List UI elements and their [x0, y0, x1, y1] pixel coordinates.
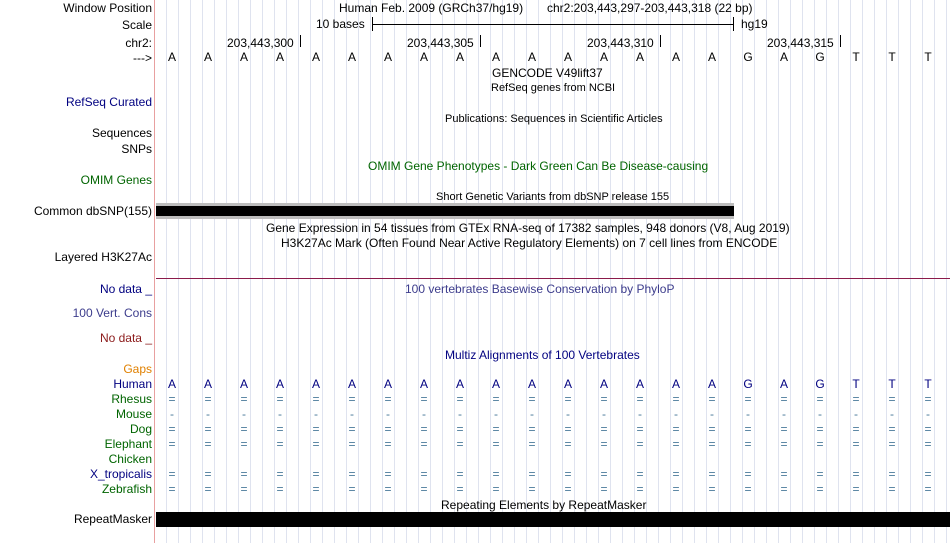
- base-letter: A: [203, 50, 212, 64]
- alignment-char: =: [528, 392, 536, 406]
- coordinate-tick: 203,443,300: [227, 36, 294, 50]
- base-letter: T: [924, 50, 932, 64]
- omim-genes-label[interactable]: OMIM Genes: [80, 173, 152, 187]
- alignment-char: =: [672, 467, 680, 481]
- alignment-char: =: [600, 467, 608, 481]
- gencode-track-title[interactable]: GENCODE V49lift37: [492, 66, 603, 80]
- alignment-char: =: [924, 422, 932, 436]
- species-label[interactable]: Mouse: [115, 407, 152, 421]
- alignment-char: -: [170, 407, 174, 421]
- human-base: T: [852, 377, 860, 391]
- alignment-char: =: [456, 422, 464, 436]
- phylop-track-title[interactable]: 100 vertebrates Basewise Conservation by PhyloP: [405, 282, 675, 296]
- alignment-char: =: [528, 437, 536, 451]
- human-base: A: [563, 377, 572, 391]
- alignment-char: =: [240, 437, 248, 451]
- position-text[interactable]: chr2:203,443,297-203,443,318 (22 bp): [547, 1, 753, 15]
- assembly-text: Human Feb. 2009 (GRCh37/hg19): [339, 1, 524, 15]
- no-data-label-1: No data _: [99, 282, 152, 296]
- h3k27ac-baseline: [156, 278, 950, 279]
- base-letter: A: [455, 50, 464, 64]
- alignment-char: =: [276, 422, 284, 436]
- alignment-char: =: [636, 467, 644, 481]
- alignment-char: =: [636, 422, 644, 436]
- human-base: T: [888, 377, 896, 391]
- species-label[interactable]: Human: [113, 377, 152, 391]
- alignment-char: =: [708, 437, 716, 451]
- alignment-char: =: [276, 482, 284, 496]
- alignment-char: =: [780, 437, 788, 451]
- base-letter: A: [779, 50, 788, 64]
- alignment-char: =: [204, 467, 212, 481]
- alignment-char: -: [926, 407, 930, 421]
- coordinate-tick: 203,443,310: [587, 36, 654, 50]
- coordinate-tick-mark: [660, 35, 661, 47]
- alignment-char: =: [240, 467, 248, 481]
- alignment-char: =: [384, 467, 392, 481]
- alignment-char: -: [638, 407, 642, 421]
- alignment-char: =: [384, 422, 392, 436]
- alignment-char: =: [708, 482, 716, 496]
- coordinate-tick: 203,443,305: [407, 36, 474, 50]
- human-base: A: [599, 377, 608, 391]
- alignment-char: =: [240, 392, 248, 406]
- alignment-char: -: [494, 407, 498, 421]
- species-label[interactable]: X_tropicalis: [89, 467, 152, 481]
- alignment-char: =: [348, 482, 356, 496]
- alignment-char: =: [384, 482, 392, 496]
- alignment-char: =: [456, 437, 464, 451]
- human-base: A: [635, 377, 644, 391]
- alignment-char: =: [816, 437, 824, 451]
- alignment-char: =: [600, 392, 608, 406]
- base-letter: A: [419, 50, 428, 64]
- alignment-char: =: [672, 482, 680, 496]
- base-letter: A: [599, 50, 608, 64]
- alignment-char: -: [782, 407, 786, 421]
- alignment-char: =: [492, 467, 500, 481]
- alignment-char: -: [890, 407, 894, 421]
- human-base: A: [707, 377, 716, 391]
- species-label[interactable]: Elephant: [104, 437, 152, 451]
- base-letter: A: [383, 50, 392, 64]
- alignment-char: =: [528, 482, 536, 496]
- alignment-char: =: [564, 392, 572, 406]
- human-base: A: [347, 377, 356, 391]
- alignment-char: =: [888, 392, 896, 406]
- human-base: G: [743, 377, 753, 391]
- alignment-char: =: [420, 467, 428, 481]
- h3k27ac-track-title[interactable]: H3K27Ac Mark (Often Found Near Active Regulatory Elements) on 7 cell lines from ENCODE: [281, 236, 778, 250]
- alignment-char: =: [564, 437, 572, 451]
- layered-h3k27ac-label[interactable]: Layered H3K27Ac: [54, 250, 152, 264]
- species-label[interactable]: Rhesus: [111, 392, 152, 406]
- alignment-char: =: [780, 482, 788, 496]
- alignment-char: -: [566, 407, 570, 421]
- alignment-char: =: [276, 467, 284, 481]
- alignment-char: -: [674, 407, 678, 421]
- species-label[interactable]: Zebrafish: [101, 482, 152, 496]
- alignment-char: -: [530, 407, 534, 421]
- species-label[interactable]: Chicken: [108, 452, 152, 466]
- alignment-char: =: [924, 437, 932, 451]
- base-letter: T: [852, 50, 860, 64]
- alignment-char: =: [600, 482, 608, 496]
- alignment-char: -: [242, 407, 246, 421]
- human-base: A: [419, 377, 428, 391]
- alignment-char: =: [708, 467, 716, 481]
- no-data-label-2: No data _: [99, 331, 152, 345]
- alignment-char: =: [852, 437, 860, 451]
- alignment-char: -: [458, 407, 462, 421]
- base-letter: A: [491, 50, 500, 64]
- human-base: A: [527, 377, 536, 391]
- alignment-char: =: [744, 467, 752, 481]
- alignment-char: =: [924, 467, 932, 481]
- db-text: hg19: [741, 17, 768, 31]
- alignment-char: =: [708, 422, 716, 436]
- base-letter: A: [275, 50, 284, 64]
- base-letter: G: [815, 50, 825, 64]
- alignment-char: -: [818, 407, 822, 421]
- alignment-char: =: [816, 467, 824, 481]
- human-base: A: [239, 377, 248, 391]
- chr-label: chr2:: [125, 36, 152, 50]
- alignment-char: =: [528, 467, 536, 481]
- alignment-char: =: [888, 467, 896, 481]
- alignment-char: -: [710, 407, 714, 421]
- alignment-char: =: [348, 437, 356, 451]
- alignment-char: =: [780, 422, 788, 436]
- repeatmasker-track-title[interactable]: Repeating Elements by RepeatMasker: [441, 498, 647, 512]
- dbsnp-bar[interactable]: [156, 206, 734, 216]
- scale-bar: [372, 24, 733, 25]
- human-base: T: [924, 377, 932, 391]
- strand-label[interactable]: --->: [133, 51, 152, 65]
- multiz-track-title[interactable]: Multiz Alignments of 100 Vertebrates: [445, 348, 640, 362]
- alignment-char: =: [348, 467, 356, 481]
- alignment-char: =: [168, 422, 176, 436]
- dbsnp-track-title[interactable]: Short Genetic Variants from dbSNP release 155: [436, 191, 670, 203]
- alignment-char: =: [888, 422, 896, 436]
- alignment-char: =: [276, 437, 284, 451]
- human-base: A: [455, 377, 464, 391]
- alignment-char: =: [492, 422, 500, 436]
- repeatmasker-label[interactable]: RepeatMasker: [73, 512, 152, 526]
- alignment-char: -: [746, 407, 750, 421]
- alignment-char: =: [240, 482, 248, 496]
- gtex-track-title[interactable]: Gene Expression in 54 tissues from GTEx RNA-seq of 17382 samples, 948 donors (V8, Aug 2019): [266, 221, 790, 235]
- base-letter: A: [707, 50, 716, 64]
- human-base: A: [311, 377, 320, 391]
- alignment-char: =: [456, 467, 464, 481]
- alignment-char: =: [348, 392, 356, 406]
- alignment-char: =: [888, 482, 896, 496]
- alignment-char: =: [780, 392, 788, 406]
- alignment-char: =: [420, 392, 428, 406]
- alignment-char: =: [852, 482, 860, 496]
- species-label[interactable]: Dog: [129, 422, 152, 436]
- alignment-char: =: [780, 467, 788, 481]
- alignment-char: =: [636, 482, 644, 496]
- alignment-char: =: [312, 392, 320, 406]
- base-letter: A: [239, 50, 248, 64]
- human-base: A: [167, 377, 176, 391]
- publications-track-title[interactable]: Publications: Sequences in Scientific Articles: [445, 113, 663, 125]
- alignment-char: =: [240, 422, 248, 436]
- alignment-char: =: [636, 437, 644, 451]
- alignment-char: =: [852, 422, 860, 436]
- human-base: G: [815, 377, 825, 391]
- alignment-char: =: [672, 437, 680, 451]
- alignment-char: =: [672, 422, 680, 436]
- alignment-char: -: [602, 407, 606, 421]
- vert-cons-label[interactable]: 100 Vert. Cons: [72, 306, 152, 320]
- human-base: A: [779, 377, 788, 391]
- human-base: A: [383, 377, 392, 391]
- alignment-char: =: [348, 422, 356, 436]
- scale-label: Scale: [121, 18, 152, 32]
- alignment-char: =: [852, 392, 860, 406]
- repeatmasker-bar[interactable]: [156, 512, 950, 527]
- alignment-char: =: [456, 392, 464, 406]
- gaps-label[interactable]: Gaps: [123, 362, 152, 376]
- alignment-char: =: [204, 422, 212, 436]
- alignment-char: =: [204, 392, 212, 406]
- omim-track-title[interactable]: OMIM Gene Phenotypes - Dark Green Can Be Disease-causing: [368, 159, 709, 173]
- alignment-char: =: [204, 437, 212, 451]
- scale-text: 10 bases: [316, 17, 365, 31]
- alignment-char: =: [744, 437, 752, 451]
- alignment-char: =: [204, 482, 212, 496]
- alignment-char: =: [564, 467, 572, 481]
- common-dbsnp-label[interactable]: Common dbSNP(155): [33, 204, 152, 218]
- alignment-char: -: [386, 407, 390, 421]
- alignment-char: =: [420, 422, 428, 436]
- alignment-char: =: [924, 482, 932, 496]
- alignment-char: -: [206, 407, 210, 421]
- coordinate-tick: 203,443,315: [767, 36, 834, 50]
- alignment-char: =: [744, 482, 752, 496]
- alignment-char: =: [564, 482, 572, 496]
- base-letter: A: [671, 50, 680, 64]
- alignment-char: =: [420, 482, 428, 496]
- alignment-char: -: [422, 407, 426, 421]
- alignment-char: =: [600, 437, 608, 451]
- alignment-char: =: [924, 392, 932, 406]
- alignment-char: =: [816, 482, 824, 496]
- alignment-char: =: [528, 422, 536, 436]
- alignment-char: =: [744, 392, 752, 406]
- coordinate-tick-mark: [300, 35, 301, 47]
- alignment-char: =: [276, 392, 284, 406]
- alignment-char: =: [492, 437, 500, 451]
- alignment-char: =: [384, 437, 392, 451]
- alignment-char: =: [492, 482, 500, 496]
- alignment-char: =: [168, 482, 176, 496]
- coordinate-tick-mark: [840, 35, 841, 47]
- human-base: A: [203, 377, 212, 391]
- alignment-char: =: [384, 392, 392, 406]
- alignment-char: =: [636, 392, 644, 406]
- alignment-char: =: [888, 437, 896, 451]
- alignment-char: =: [708, 392, 716, 406]
- scale-bar-left-tick: [372, 17, 373, 31]
- scale-bar-right-tick: [733, 17, 734, 31]
- base-letter: T: [888, 50, 896, 64]
- alignment-char: =: [168, 437, 176, 451]
- base-letter: A: [563, 50, 572, 64]
- base-letter: A: [635, 50, 644, 64]
- snps-label[interactable]: SNPs: [121, 142, 152, 156]
- alignment-char: =: [744, 422, 752, 436]
- alignment-char: =: [600, 422, 608, 436]
- alignment-char: =: [312, 437, 320, 451]
- alignment-char: =: [492, 392, 500, 406]
- base-letter: A: [167, 50, 176, 64]
- human-base: A: [275, 377, 284, 391]
- human-base: A: [671, 377, 680, 391]
- refseq-curated-label[interactable]: RefSeq Curated: [65, 95, 152, 109]
- alignment-char: -: [314, 407, 318, 421]
- alignment-char: =: [852, 467, 860, 481]
- base-letter: A: [311, 50, 320, 64]
- alignment-char: =: [816, 392, 824, 406]
- alignment-char: =: [168, 392, 176, 406]
- alignment-char: =: [456, 482, 464, 496]
- alignment-char: =: [312, 467, 320, 481]
- alignment-char: =: [312, 422, 320, 436]
- base-letter: A: [347, 50, 356, 64]
- alignment-char: =: [168, 467, 176, 481]
- alignment-char: =: [564, 422, 572, 436]
- coordinate-tick-mark: [480, 35, 481, 47]
- human-base: A: [491, 377, 500, 391]
- alignment-char: =: [420, 437, 428, 451]
- alignment-char: =: [312, 482, 320, 496]
- alignment-char: -: [854, 407, 858, 421]
- image-left-border: [154, 0, 155, 543]
- refseq-track-title[interactable]: RefSeq genes from NCBI: [491, 82, 616, 94]
- window-position-label: Window Position: [63, 1, 152, 15]
- alignment-char: -: [278, 407, 282, 421]
- alignment-char: =: [672, 392, 680, 406]
- base-letter: A: [527, 50, 536, 64]
- alignment-char: -: [350, 407, 354, 421]
- sequences-label[interactable]: Sequences: [91, 126, 152, 140]
- alignment-char: =: [816, 422, 824, 436]
- base-letter: G: [743, 50, 753, 64]
